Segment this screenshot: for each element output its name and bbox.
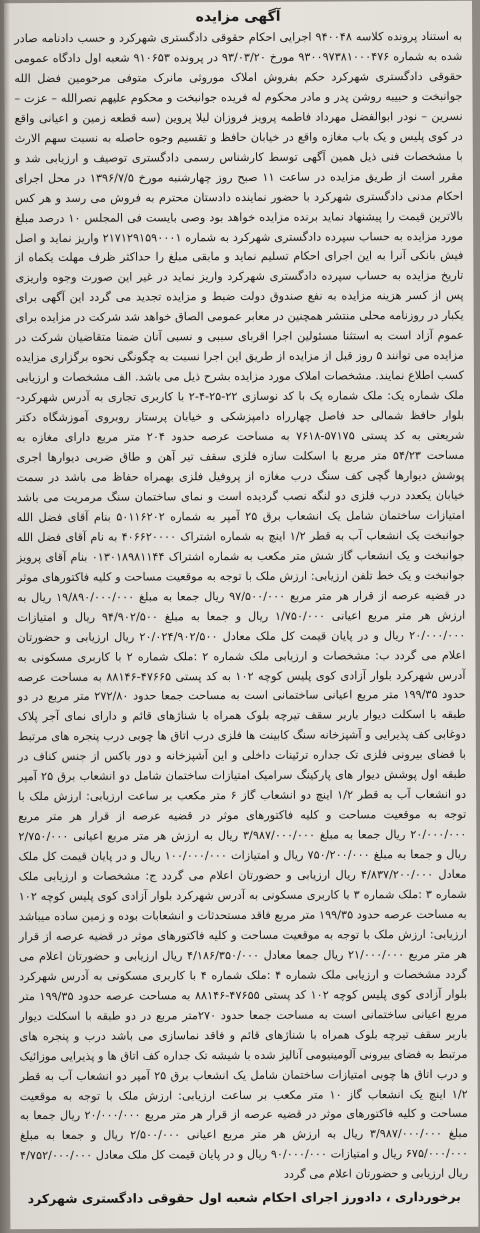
notice-signature: برخورداری ، دادورز اجرای احکام شعبه اول حقوقی دادگستری شهرکرد — [27, 1189, 461, 1207]
notice-title: آگهی مزایده — [195, 8, 281, 26]
notice-body: به استناد پرونده کلاسه ۹۴۰۰۴۸ اجرایی احکام حقوقی دادگستری شهرکرد و حسب دادنامه صادر شده به شماره ۹۳۰۰۹۷۳۸۱۰۰۰۴۷۶ مورخ ۹۳/۰۳/۲۰ در پرونده ۹۱۰۶۵۳ شعبه اول دادگاه عمومی حقوقی دادگستری شهرکرد حکم بفروش املاک موروثی مانرک متوفی مرحومین فضل الله جوانبخت و حبیبه روشن پدر و مادر محکوم له فریده جوانبخت و محکوم علیهم نصرالله – عزت – نسرین – نودر ابوالفضل مهرداد فاطمه پرویز فروزان لیلا پروین (سه قطعه زمین و اعیانی واقع در کوی پلیس و یک باب مغازه واقع در خیابان حافظ و تقسیم وجوه حاصله به نسبت سهم الارث با مشخصات فنی ذیل همین آگهی توسط کارشناس رسمی دادگستری توصیف و ارزیابی شد و مقرر است از طریق مزایده در ساعت ۱۱ صبح روز چهارشنبه مورخ ۱۳۹۶/۷/۵ در محل اجرای احکام مدنی دادگستری شهرکرد با حضور نماینده دادستان محترم به فروش می رسد و هر کس بالاترین قیمت را پیشنهاد نماید برنده مزایده خواهد بود وصی بایست فی المجلس ۱۰ درصد مبلغ مورد مزایده به حساب سپرده دادگستری شهرکرد به شماره ۲۱۷۱۲۹۱۵۹۰۰۰۱ واریز نماید و اصل فیش بانکی آنرا به این اجرای احکام تسلیم نماید و مابقی مبلغ را حداکثر ظرف مهلت یکماه از تاریخ مزایده به حساب سپرده دادگستری شهرکرد واریز نماید در غیر این صورت وجوه واریزی پس از کسر هزینه مزایده به نفع صندوق دولت ضبط و مزایده تجدید می گردد این آگهی برای یکبار در روزنامه محلی منتشر همچنین در معابر عمومی الصاق خواهد شد شرکت در مزایده برای عموم آزاد است به استثنا مسئولین اجرا اقربای سببی و نسبی آنان ضمنا متقاضیان شرکت در مزایده می توانند ۵ روز قبل از مزایده از طریق این اجرا نسبت به چگونگی نحوه برگزاری مزایده کسب اطلاع نمایند. مشخصات املاک مورد مزایده بشرح ذیل می باشد. الف مشخصات و ارزیابی ملک شماره یک: ملک شماره یک با کد نوسازی ۲۲-۲۵-۴-۲ با کاربری تجاری به آدرس شهرکرد-بلوار حافظ شمالی حد فاصل چهارراه دامپزشکی و خیابان پرستار روبروی آموزشگاه دکتر شریعتی به کد پستی ۵۷۱۷۵-۷۶۱۸ به مساحت عرصه حدود ۲۰۴ متر مربع دارای مغازه به مساحت ۵۴/۲۳ متر مربع با اسکلت سازه فلزی سقف تیر آهن و طاق ضربی دیوارها اجری پوشش دیوارها گچی کف سنگ درب مغازه از پروفیل فلزی بهمراه حفاظ می باشد در سمت خیابان یکعدد درب فلزی دو لنگه نصب گردیده است و نمای ساختمان سنگ مرمریت می باشد امتیازات ساختمان شامل یک انشعاب برق ۲۵ آمپر به شماره ۵۰۱۱۶۲۰۲ بنام آقای فضل الله جوانبخت یک انشعاب آب به قطر ۱/۲ اینچ به شماره اشتراک ۴۰۶۶۲۰۰۰۰ به نام آقای فضل الله جوانبخت و یک انشعاب گاز شش متر مکعب به شماره اشتراک ۰۱۳۰۱۸۹۸۱۱۴۴ بنام آقای پرویز جوانبخت و یک خط تلفن ارزیابی: ارزش ملک با توجه به موقعیت مساحت و کلیه فاکتورهای موثر در قضیه عرصه از قرار هر متر مربع ۹۷/۵۰۰/۰۰۰ ریال جمعا به مبلغ ۱۹/۸۹۰/۰۰۰/۰۰۰ ریال به ارزش هر متر مربع اعیانی ۱/۷۵۰/۰۰۰ ریال و جمعا به مبلغ ۹۴/۹۰۲/۵۰۰ ریال و امتیازات ۲۰/۰۰۰/۰۰۰ ریال و در پایان قیمت کل ملک معادل ۲۰/۰۲۴/۹۰۲/۵۰۰ ریال ارزیابی و حضورتان اعلام می گردد ب: مشخصات و ارزیابی ملک شماره ۲ :ملک شماره ۲ با کاربری مسکونی به آدرس شهرکرد بلوار آزادی کوی پلیس کوچه ۱۰۲ به کد پستی ۴۷۶۶۵-۸۸۱۴۶ به مساحت عرصه حدود ۱۹۹/۳۵ متر مربع اعیانی ساختمانی است به مساحت جمعا حدود ۲۷۲/۸۰ متر مربع در دو طبقه با اسکلت دیوار باربر سقف تیرچه بلوک همراه با شناژهای قائم و دارای نمای آجر پلاک دوغابی کف پذیرایی و آشپزخانه سنگ کابینت ها فلزی درب اتاق ها چوبی درب پنجره های مرتبط با فضای بیرونی فلزی تک جداره ترئینات داخلی و این آشپزخانه و دور باکس از جنس کناف در طبقه اول پوشش دیوار های پارکینگ سرامیک امتیازات ساختمان شامل دو انشعاب برق ۲۵ آمپر دو انشعاب آب به قطر ۱/۲ اینچ دو انشعاب گاز ۶ متر مکعب بر ساعت ارزیابی: ارزش ملک با توجه به موقعیت مساحت و کلیه فاکتورهای موثر در قضیه عرصه از قرار هر متر مربع ۲۰/۰۰۰/۰۰۰ ریال جمعا به مبلغ ۳/۹۸۷/۰۰۰/۰۰۰ ریال به ارزش هر متر مربع اعیانی ۲/۷۵۰/۰۰۰ ریال و جمعا به مبلغ ۷۵۰/۲۰۰/۰۰۰ ریال و امتیازات ۱۰۰/۰۰۰/۰۰۰ ریال و در پایان قیمت کل ملک معادل ۴/۸۳۷/۲۰۰/۰۰۰ ریال ارزیابی و حضورتان اعلام می گردد ج: مشخصات و ارزیابی ملک شماره ۳ :ملک شماره ۳ با کاربری مسکونی به آدرس شهرکرد بلوار آزادی کوی پلیس کوچه ۱۰۲ به مساحت عرصه حدود ۱۹۹/۳۵ متر مربع فاقد مستحدثات و انشعابات بوده و زمین ساده میباشد ارزیابی: ارزش ملک با توجه به موقعیت مساحت و کلیه فاکتورهای موثر در قضیه عرصه از قرار هر متر مربع ۲۱/۰۰۰/۰۰۰ ریال جمعا معادل ۴/۱۸۶/۳۵۰/۰۰۰ ریال ارزیابی و حضورتان اعلام می گردد مشخصات و ارزیابی ملک شماره ۴ :ملک شماره ۴ با کاربری مسکونی به آدرس شهرکرد بلوار آزادی کوی پلیس کوچه ۱۰۲ کد پستی ۴۷۶۵۵-۸۸۱۴۶ به مساحت عرصه حدود ۱۹۹/۳۵ متر مربع اعیانی ساختمانی است به مساحت جمعا حدود ۲۷۰متر مربع در دو طبقه با اسکلت دیوار باربر سقف تیرچه بلوک همراه با شناژهای قائم و فاقد نماسازی می باشد درب و پنجره های مرتبط به فضای بیرونی آلومینیومی آنالیز شده با شیشه تک جداره کف اتاق ها و پذیرایی موزائیک و درب اتاق ها چوبی امتیازات ساختمان شامل یک انشعاب برق ۲۵ آمپر دو انشعاب آب به قطر ۱/۲ اینچ یک انشعاب گاز ۱۰ متر مکعب بر ساعت ارزیابی: ارزش ملک با توجه به موقعیت مساحت و کلیه فاکتورهای موثر در قضیه عرصه از قرار هر متر مربع ۲۰/۰۰۰/۰۰۰ ریال جمعا به مبلغ ۳/۹۸۷/۰۰۰/۰۰۰ ریال به ارزش هر متر مربع اعیانی ۲/۵۰۰/۰۰۰ ریال و جمعا به مبلغ ۶۷۵/۰۰۰/۰۰۰ ریال و امتیازات ۹۰/۰۰۰/۰۰۰ ریال و در پایان قیمت کل ملک معادل ۴/۷۵۲/۰۰۰/۰۰۰ ریال ارزیابی و حضورتان اعلام می گردد — [14, 29, 469, 1182]
newspaper-clipping — [4, 1, 478, 1229]
page-edge-shadow — [0, 0, 10, 1233]
